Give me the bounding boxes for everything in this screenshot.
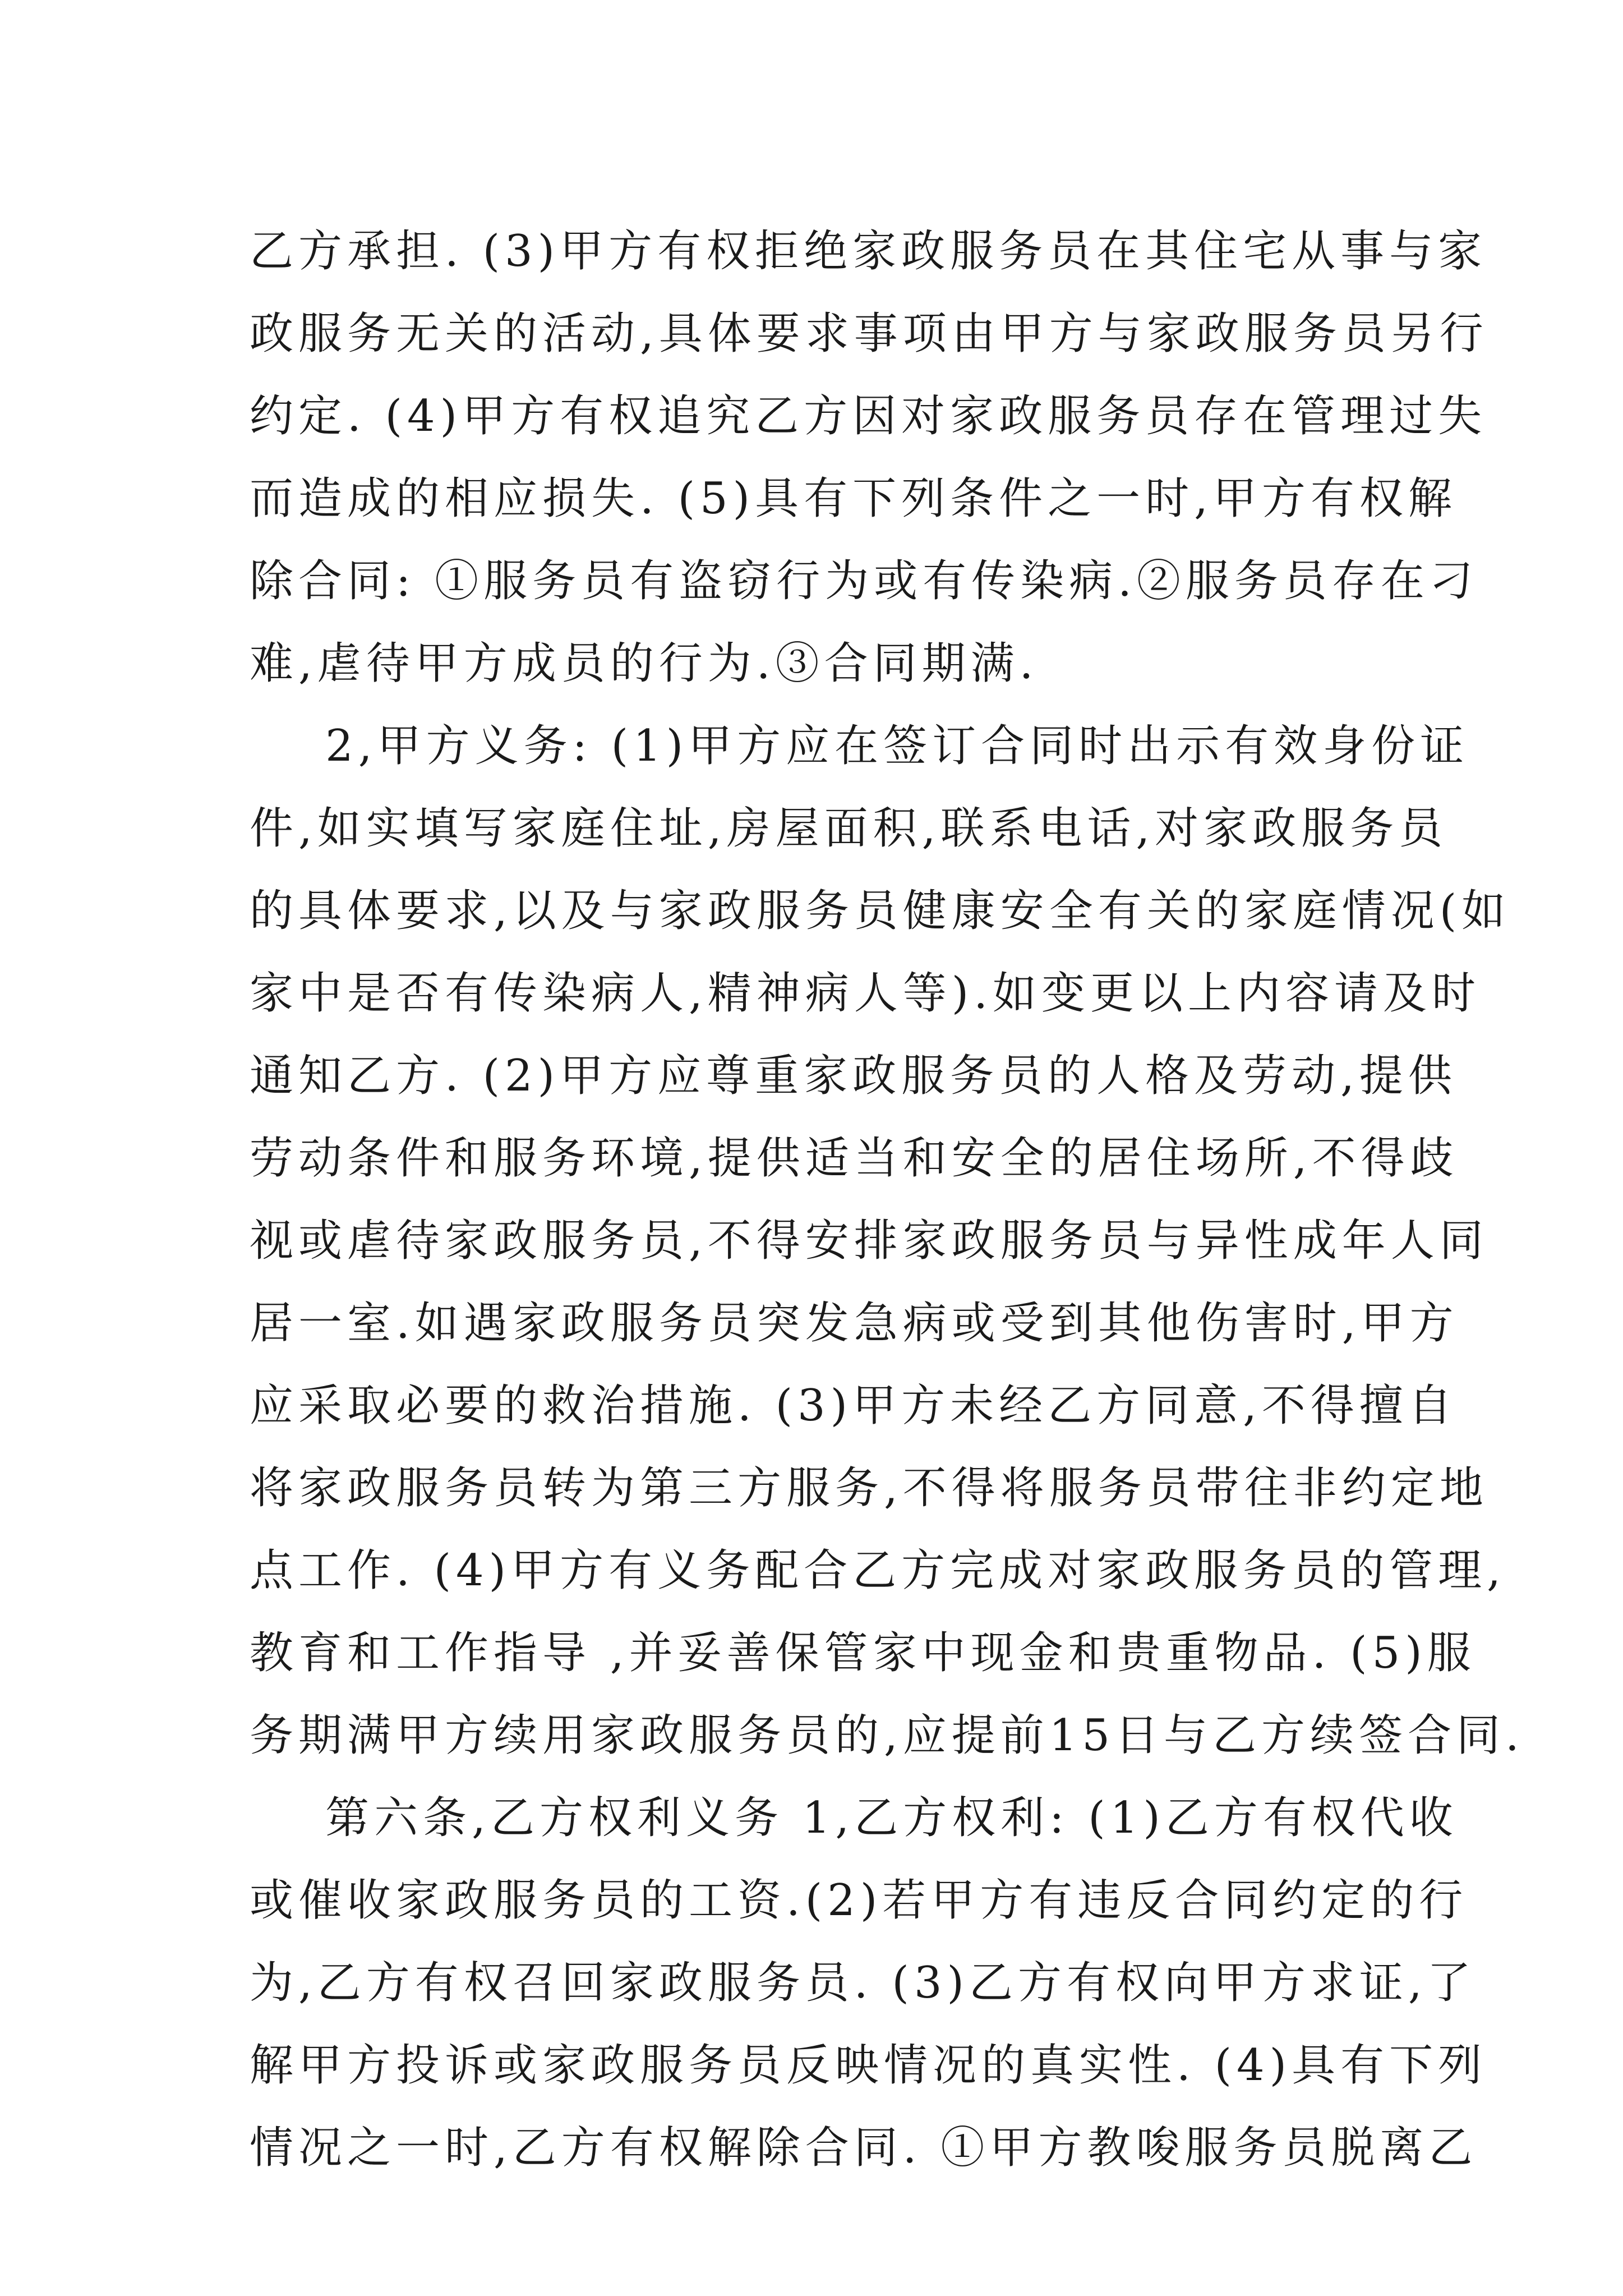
text-line-18: 教育和工作指导 ,并妥善保管家中现金和贵重物品. (5)服 xyxy=(250,1628,1476,1678)
text-line-5: 除合同: ①服务员有盗窃行为或有传染病.②服务员存在刁 xyxy=(250,556,1478,606)
text-line-10: 家中是否有传染病人,精神病人等).如变更以上内容请及时 xyxy=(250,968,1481,1019)
text-line-23: 解甲方投诉或家政服务员反映情况的真实性. (4)具有下列 xyxy=(250,2040,1487,2091)
text-line-2: 政服务无关的活动,具体要求事项由甲方与家政服务员另行 xyxy=(250,309,1488,359)
text-line-4: 而造成的相应损失. (5)具有下列条件之一时,甲方有权解 xyxy=(250,473,1457,524)
text-line-24: 情况之一时,乙方有权解除合同. ①甲方教唆服务员脱离乙 xyxy=(250,2123,1478,2173)
text-line-16: 将家政服务员转为第三方服务,不得将服务员带往非约定地 xyxy=(250,1463,1488,1513)
contract-text-body xyxy=(250,210,1524,2189)
text-line-22: 为,乙方有权召回家政服务员. (3)乙方有权向甲方求证,了 xyxy=(250,1958,1476,2008)
text-line-11: 通知乙方. (2)甲方应尊重家政服务员的人格及劳动,提供 xyxy=(250,1051,1457,1101)
text-line-9: 的具体要求,以及与家政服务员健康安全有关的家庭情况(如 xyxy=(250,886,1511,936)
text-line-7: 2,甲方义务: (1)甲方应在签订合同时出示有效身份证 xyxy=(250,721,1469,771)
text-line-19: 务期满甲方续用家政服务员的,应提前15日与乙方续签合同. xyxy=(250,1710,1524,1761)
text-line-3: 约定. (4)甲方有权追究乙方因对家政服务员存在管理过失 xyxy=(250,391,1487,441)
text-line-12: 劳动条件和服务环境,提供适当和安全的居住场所,不得歧 xyxy=(250,1133,1459,1184)
text-line-21: 或催收家政服务员的工资.(2)若甲方有违反合同约定的行 xyxy=(250,1875,1468,1926)
text-line-1: 乙方承担. (3)甲方有权拒绝家政服务员在其住宅从事与家 xyxy=(250,226,1487,277)
text-line-15: 应采取必要的救治措施. (3)甲方未经乙方同意,不得擅自 xyxy=(250,1381,1457,1431)
text-line-14: 居一室.如遇家政服务员突发急病或受到其他伤害时,甲方 xyxy=(250,1298,1459,1349)
text-line-13: 视或虐待家政服务员,不得安排家政服务员与异性成年人同 xyxy=(250,1216,1488,1266)
text-line-8: 件,如实填写家庭住址,房屋面积,联系电话,对家政服务员 xyxy=(250,803,1448,854)
text-line-20: 第六条,乙方权利义务 1,乙方权利: (1)乙方有权代收 xyxy=(250,1793,1458,1843)
text-line-6: 难,虐待甲方成员的行为.③合同期满. xyxy=(250,638,1039,689)
text-line-17: 点工作. (4)甲方有义务配合乙方完成对家政服务员的管理, xyxy=(250,1545,1506,1596)
